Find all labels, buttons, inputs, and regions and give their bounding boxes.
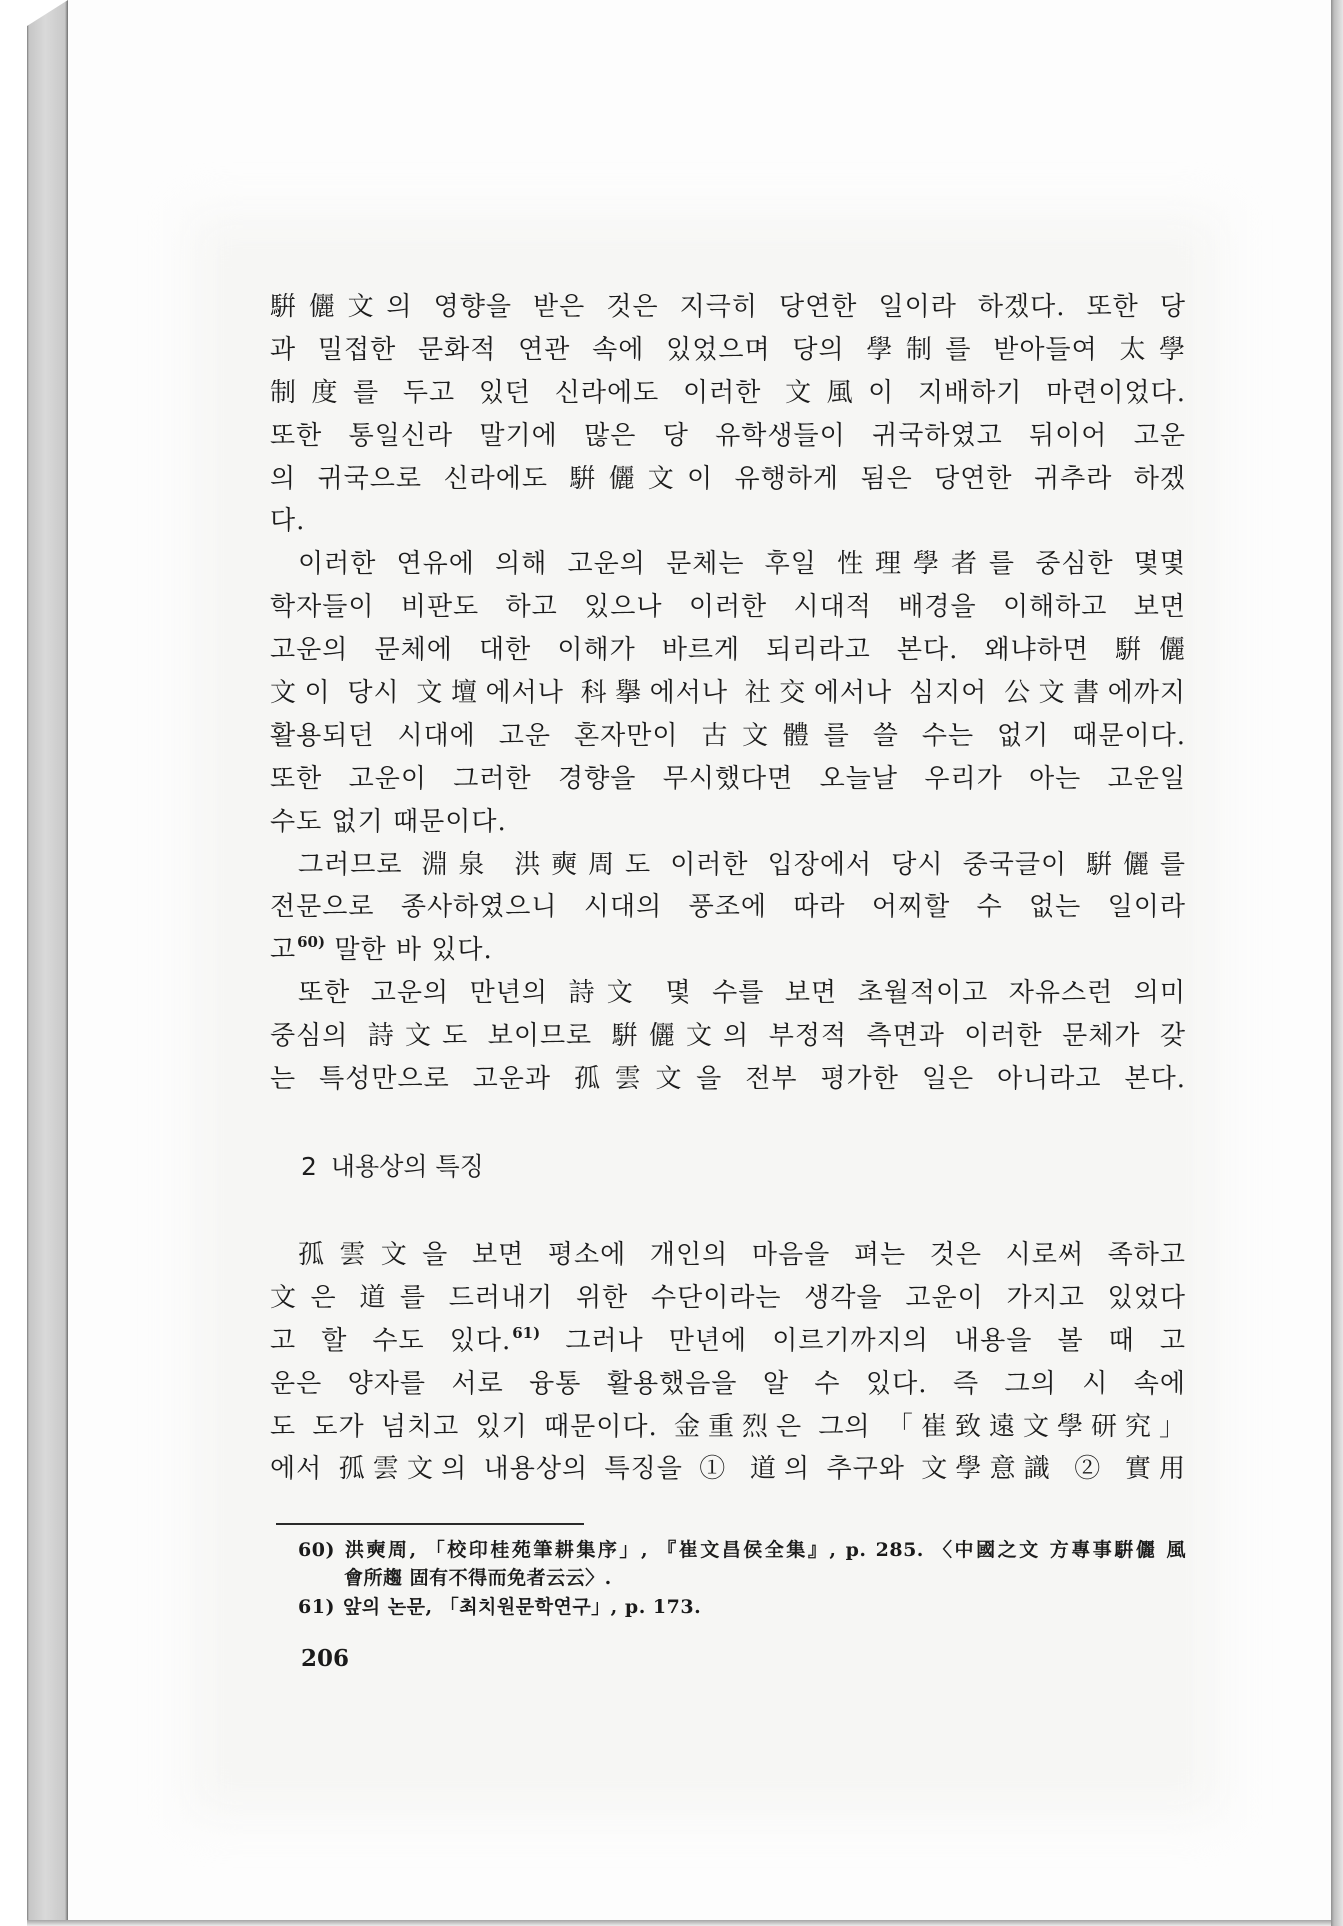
text-line: 는 특성만으로 고운과 孤雲文을 전부 평가한 일은 아니라고 본다. xyxy=(270,1064,1186,1095)
text-line: 騈儷文의 영향을 받은 것은 지극히 당연한 일이라 하겠다. 또한 당 xyxy=(270,292,1186,322)
text-line: 전문으로 종사하였으니 시대의 풍조에 따라 어찌할 수 없는 일이라 xyxy=(270,892,1186,923)
text-line-with-footnote-ref xyxy=(270,1320,1186,1363)
text-line: 文이 당시 文壇에서나 科擧에서나 社交에서나 심지어 公文書에까지 xyxy=(270,678,1186,709)
page-bottom-edge xyxy=(27,1920,1331,1926)
text-line: 또한 통일신라 말기에 많은 당 유학생들이 귀국하였고 뒤이어 고운 xyxy=(270,420,1186,451)
footnote-61 xyxy=(298,1593,1186,1621)
line-text: 고 xyxy=(270,935,297,966)
section-heading xyxy=(301,1150,484,1184)
text-line: 수도 없기 때문이다. xyxy=(270,806,507,837)
book-spine-edge xyxy=(27,0,68,1922)
text-line: 과 밀접한 문화적 연관 속에 있었으며 당의 學制를 받아들여 太學 xyxy=(270,334,1186,365)
text-line: 다. xyxy=(270,506,306,537)
footnote-text: 洪奭周, 「校印桂苑筆耕集序」, 『崔文昌侯全集』, p. 285. 〈中國之文 方專事騈儷 風 xyxy=(342,1539,1186,1561)
text-line: 에서 孤雲文의 내용상의 특징을 ① 道의 추구와 文學意識 ② 實用 xyxy=(270,1454,1186,1485)
paragraph-first-line: 이러한 연유에 의해 고운의 문체는 후일 性理學者를 중심한 몇몇 xyxy=(298,549,1186,580)
text-line-with-footnote-ref xyxy=(270,929,1186,972)
line-text: 그러나 만년에 이르기까지의 내용을 볼 때 고 xyxy=(540,1325,1186,1356)
paragraph-first-line: 그러므로 淵泉 洪奭周도 이러한 입장에서 당시 중국글이 騈儷를 xyxy=(298,849,1186,880)
text-line: 고운의 문체에 대한 이해가 바르게 되리라고 본다. 왜냐하면 騈儷 xyxy=(270,635,1186,666)
text-line: 또한 고운이 그러한 경향을 무시했다면 오늘날 우리가 아는 고운일 xyxy=(270,763,1186,794)
section-number: 2 xyxy=(301,1152,317,1181)
text-line: 制度를 두고 있던 신라에도 이러한 文風이 지배하기 마련이었다. xyxy=(270,377,1186,408)
body-section-2 xyxy=(270,1234,1186,1491)
footnote-marker: 61) xyxy=(298,1595,335,1618)
text-line: 중심의 詩文도 보이므로 騈儷文의 부정적 측면과 이러한 문체가 갖 xyxy=(270,1021,1186,1052)
footnote-rule xyxy=(276,1523,584,1525)
footnote-60 xyxy=(298,1536,1186,1564)
text-line: 文은 道를 드러내기 위한 수단이라는 생각을 고운이 가지고 있었다 xyxy=(270,1282,1186,1313)
line-text: 고 할 수도 있다. xyxy=(270,1325,512,1356)
footnote-reference-60: 60) xyxy=(297,933,326,952)
text-line: 의 귀국으로 신라에도 騈儷文이 유행하게 됨은 당연한 귀추라 하겠 xyxy=(270,463,1186,494)
line-text: 말한 바 있다. xyxy=(325,935,493,966)
text-line: 학자들이 비판도 하고 있으나 이러한 시대적 배경을 이해하고 보면 xyxy=(270,592,1186,623)
footnotes xyxy=(298,1536,1186,1621)
page-number: 206 xyxy=(301,1645,350,1672)
page-right-edge xyxy=(1331,0,1343,1926)
text-line: 활용되던 시대에 고운 혼자만이 古文體를 쓸 수는 없기 때문이다. xyxy=(270,720,1186,751)
footnote-60-continuation: 會所趨 固有不得而免者云云〉. xyxy=(344,1567,612,1590)
text-line: 운은 양자를 서로 융통 활용했음을 알 수 있다. 즉 그의 시 속에 xyxy=(270,1368,1186,1399)
section-title: 내용상의 특징 xyxy=(330,1152,484,1181)
footnote-reference-61: 61) xyxy=(512,1323,541,1342)
footnote-marker: 60) xyxy=(298,1539,335,1561)
footnote-text: 앞의 논문, 「최치원문학연구」, p. 173. xyxy=(342,1595,702,1618)
text-line: 도 도가 넘치고 있기 때문이다. 金重烈은 그의 「崔致遠文學研究」 xyxy=(270,1411,1186,1442)
paragraph-first-line: 孤雲文을 보면 평소에 개인의 마음을 펴는 것은 시로써 족하고 xyxy=(298,1240,1186,1270)
body-section-1 xyxy=(270,286,1186,1101)
paragraph-first-line: 또한 고운의 만년의 詩文 몇 수를 보면 초월적이고 자유스런 의미 xyxy=(298,978,1186,1009)
